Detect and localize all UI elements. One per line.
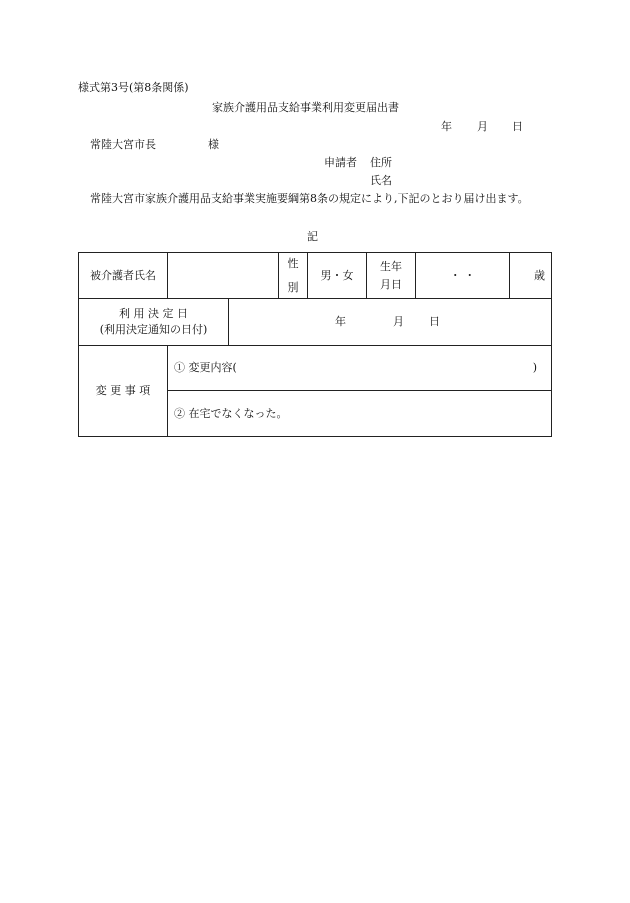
gender-label-bottom: 別: [287, 280, 299, 294]
recipient-name-label: 被介護者氏名: [79, 253, 168, 299]
gender-label-cell: [279, 253, 308, 299]
decision-date-label: 利 用 決 定 日: [119, 307, 188, 320]
addressee-name: 常陸大宮市長: [90, 138, 156, 151]
form-number: 様式第3号(第8条関係): [78, 81, 189, 94]
form-table: [78, 252, 552, 437]
change-item-1-cell[interactable]: [168, 346, 552, 391]
birth-label-top: 生年: [380, 259, 402, 273]
gender-label-top: 性: [287, 256, 299, 270]
change-item-1-text: ① 変更内容(: [174, 361, 237, 374]
row-decision-date: [79, 299, 552, 346]
body-text: 常陸大宮市家族介護用品支給事業実施要綱第8条の規定により,下記のとおり届け出ます。: [90, 192, 529, 205]
decision-year-label: 年: [335, 315, 346, 328]
change-item-1-close: ): [532, 361, 537, 374]
date-month-label: 月: [477, 120, 488, 133]
applicant-address-label: 住所: [370, 156, 392, 169]
ki-heading: 記: [307, 230, 318, 243]
applicant-name-label: 氏名: [370, 174, 392, 187]
change-items-label: 変 更 事 項: [79, 346, 168, 437]
recipient-name-field[interactable]: [168, 253, 279, 299]
date-year-label: 年: [441, 120, 452, 133]
applicant-label: 申請者: [324, 156, 357, 169]
decision-date-label-cell: [79, 299, 229, 346]
row-recipient: [79, 253, 552, 299]
decision-date-field[interactable]: [229, 299, 552, 346]
decision-date-sublabel: (利用決定通知の日付): [99, 323, 208, 336]
decision-month-label: 月: [393, 315, 404, 328]
age-field[interactable]: 歳: [510, 253, 552, 299]
date-day-label: 日: [512, 120, 523, 133]
addressee-honorific: 様: [208, 138, 219, 151]
decision-day-label: 日: [429, 315, 440, 328]
birth-date-field[interactable]: ・ ・: [416, 253, 510, 299]
change-item-2-text: ② 在宅でなくなった。: [174, 406, 288, 420]
row-change-1: [79, 346, 552, 391]
birth-label-cell: [367, 253, 416, 299]
birth-label-bottom: 月日: [380, 277, 402, 291]
change-item-2-cell[interactable]: [168, 391, 552, 437]
gender-options[interactable]: 男・女: [308, 253, 367, 299]
document-title: 家族介護用品支給事業利用変更届出書: [212, 101, 399, 114]
